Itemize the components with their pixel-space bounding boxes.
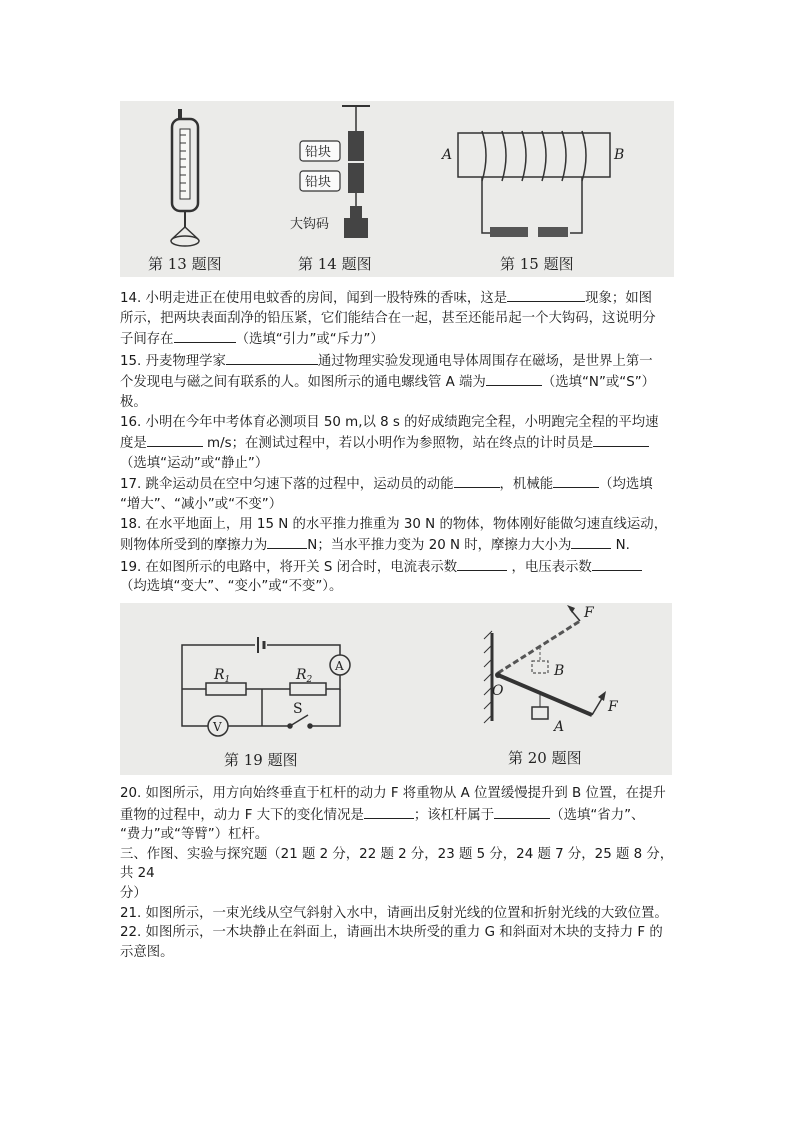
solenoid-end-b: B	[614, 147, 625, 163]
lead-block-label-1: 铅块	[305, 145, 332, 160]
figure-strip-mid	[120, 603, 672, 775]
spring-scale-figure	[171, 109, 199, 246]
ammeter-label: A	[335, 659, 344, 673]
circuit-diagram-19	[182, 637, 350, 736]
fig15-caption: 第 15 题图	[500, 255, 574, 273]
answer-blank[interactable]	[592, 556, 642, 571]
position-b-label: B	[554, 663, 565, 679]
fig19-caption: 第 19 题图	[224, 751, 298, 769]
answer-blank[interactable]	[486, 371, 542, 386]
fig13-caption: 第 13 题图	[148, 255, 222, 273]
answer-blank[interactable]	[593, 432, 649, 447]
answer-blank[interactable]	[553, 473, 599, 488]
answer-blank[interactable]	[454, 473, 500, 488]
questions-block-1	[120, 287, 680, 597]
fig14-caption: 第 14 题图	[298, 255, 372, 273]
question-16: 16. 小明在今年中考体育必测项目 50 m,以 8 s 的好成绩跑完全程，小明跑完全程的平均速 度是 m/s；在测试过程中，若以小明作为参照物，站在终点的计时员是 （选填“运动”或“静止”）	[120, 414, 659, 471]
question-17: 17. 跳伞运动员在空中匀速下落的过程中，运动员的动能 ，机械能 （均选填 “增大”、“减小”或“不变”）	[120, 473, 680, 514]
question-15: 15. 丹麦物理学家 通过物理实验发现通电导体周围存在磁场，是世界上第一 个发现电与磁之间有联系的人。如图所示的通电螺线管 A 端为 （选填“N”或“S”） 极。	[120, 350, 680, 413]
resistor-r1-label: $R_1$	[214, 667, 231, 685]
answer-blank[interactable]	[507, 287, 585, 302]
answer-blank[interactable]	[494, 804, 550, 819]
resistor-r2-label: $R_2$	[296, 667, 313, 685]
force-label-top: F	[584, 605, 594, 621]
questions-block-2	[120, 784, 680, 962]
answer-blank[interactable]	[267, 534, 307, 549]
question-14: 14. 小明走进正在使用电蚊香的房间，闻到一股特殊的香味，这是 现象；如图 所示，把两块表面刮净的铅压紧，它们能结合在一起，甚至还能吊起一个大钩码，这说明分 子间存在 （选填“引力”或“斥力”）	[120, 287, 680, 350]
force-label-bottom: F	[608, 699, 618, 715]
question-21: 21. 如图所示，一束光线从空气斜射入水中，请画出反射光线的位置和折射光线的大致位置。	[120, 905, 668, 921]
solenoid-end-a: A	[442, 147, 453, 163]
solenoid-circuit-figure	[458, 131, 610, 237]
answer-blank[interactable]	[364, 804, 414, 819]
question-22: 22. 如图所示，一木块静止在斜面上，请画出木块所受的重力 G 和斜面对木块的支持力 F 的 示意图。	[120, 925, 663, 960]
question-19: 19. 在如图所示的电路中，将开关 S 闭合时，电流表示数 ，电压表示数 （均选填“变大”、“变小”或“不变”）。	[120, 556, 680, 597]
lead-block-label-2: 铅块	[305, 175, 332, 190]
fig20-caption: 第 20 题图	[508, 749, 582, 767]
answer-blank[interactable]	[226, 350, 318, 365]
answer-blank[interactable]	[174, 328, 236, 343]
figure-strip-top	[120, 101, 674, 277]
weight-label: 大钩码	[290, 217, 330, 232]
question-20: 20. 如图所示，用方向始终垂直于杠杆的动力 F 将重物从 A 位置缓慢提升到 B 位置，在提升 重物的过程中，动力 F 大下的变化情况是 ；该杠杆属于 （选填“省力”、 “费力”或“等臂”）杠杆。	[120, 786, 666, 843]
answer-blank[interactable]	[571, 534, 611, 549]
lever-diagram-20	[484, 605, 606, 723]
section-3-heading: 三、作图、实验与探究题（21 题 2 分，22 题 2 分，23 题 5 分，24 题 7 分，25 题 8 分，共 24 分）	[120, 846, 674, 901]
answer-blank[interactable]	[147, 432, 203, 447]
voltmeter-label: V	[213, 720, 222, 734]
position-a-label: A	[554, 719, 565, 735]
pivot-label: O	[492, 683, 504, 699]
switch-label: S	[293, 701, 303, 717]
question-18: 18. 在水平地面上，用 15 N 的水平推力推重为 30 N 的物体，物体刚好能做匀速直线运动， 则物体所受到的摩擦力为 N；当水平推力变为 20 N 时，摩擦力大小为 N.	[120, 516, 668, 554]
answer-blank[interactable]	[457, 556, 507, 571]
